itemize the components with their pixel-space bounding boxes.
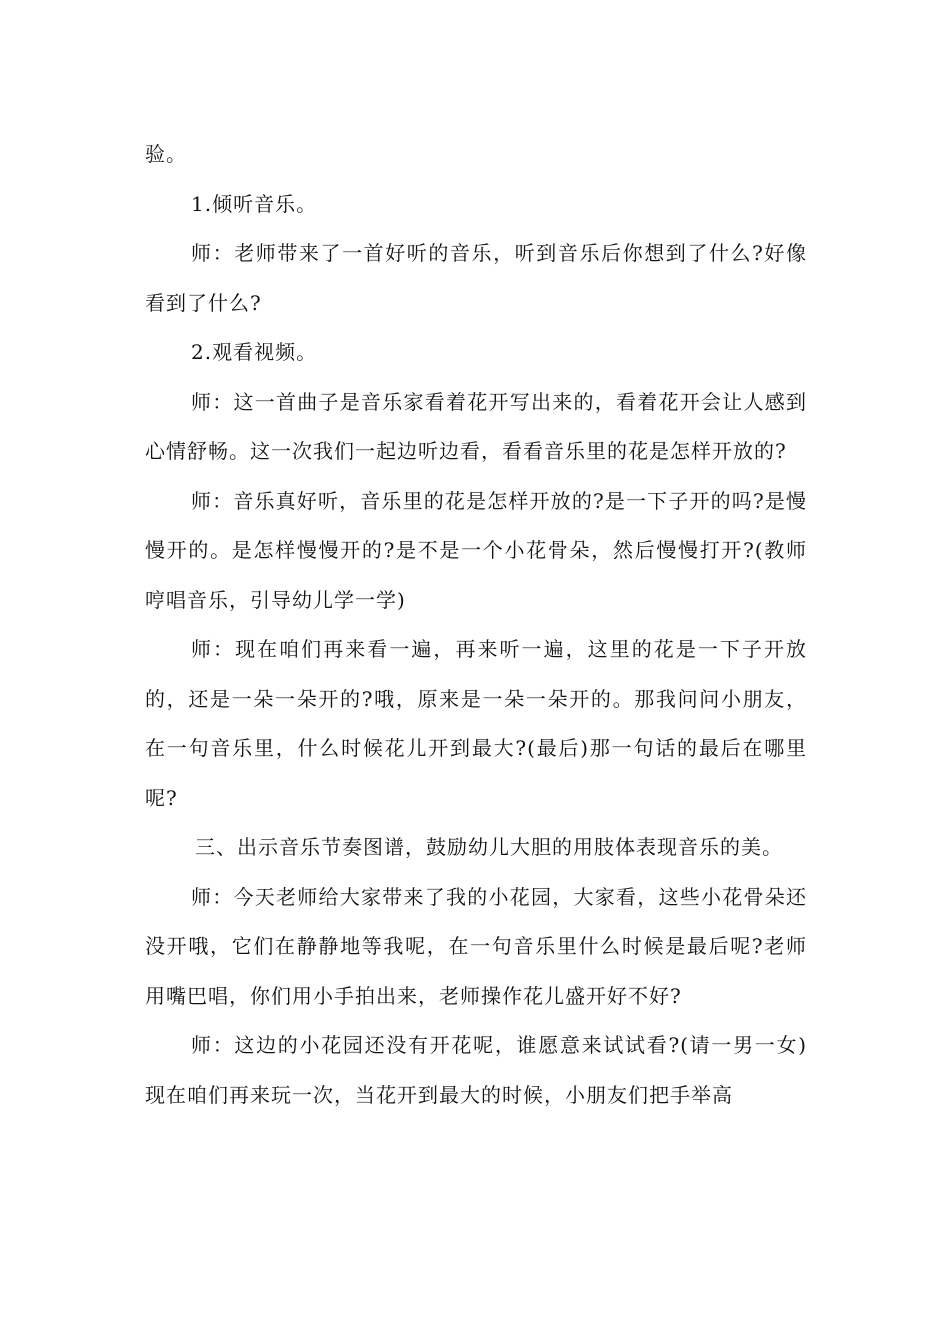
paragraph-continuation: 验。: [145, 142, 187, 166]
paragraph-teacher-5: 师：今天老师给大家带来了我的小花园，大家看，这些小花骨朵还没开哦，它们在静静地等我呢，在一句音乐里什么时候是最后呢?老师用嘴巴唱，你们用小手拍出来，老师操作花儿盛开好不好?: [145, 884, 807, 1008]
document-body: [145, 130, 807, 1120]
paragraph-teacher-4: 师：现在咱们再来看一遍，再来听一遍，这里的花是一下子开放的，还是一朵一朵开的?哦，原来是一朵一朵开的。那我问问小朋友，在一句音乐里，什么时候花儿开到最大?(最后)那一句话的最后在哪里呢?: [145, 637, 807, 810]
paragraph-step-2: 2.观看视频。: [191, 340, 318, 364]
paragraph-teacher-1: 师：老师带来了一首好听的音乐，听到音乐后你想到了什么?好像看到了什么?: [145, 241, 807, 315]
paragraph-step-1: 1.倾听音乐。: [191, 191, 318, 216]
paragraph-teacher-6: 师：这边的小花园还没有开花呢，谁愿意来试试看?(请一男一女)现在咱们再来玩一次，当花开到最大的时候，小朋友们把手举高: [145, 1033, 807, 1107]
paragraph-teacher-2: 师：这一首曲子是音乐家看着花开写出来的，看着花开会让人感到心情舒畅。这一次我们一起边听边看，看看音乐里的花是怎样开放的?: [145, 389, 807, 463]
paragraph-teacher-3: 师：音乐真好听，音乐里的花是怎样开放的?是一下子开的吗?是慢慢开的。是怎样慢慢开的?是不是一个小花骨朵，然后慢慢打开?(教师哼唱音乐，引导幼儿学一学): [145, 488, 807, 612]
paragraph-section-3: 三、出示音乐节奏图谱，鼓励幼儿大胆的用肢体表现音乐的美。: [195, 835, 783, 859]
